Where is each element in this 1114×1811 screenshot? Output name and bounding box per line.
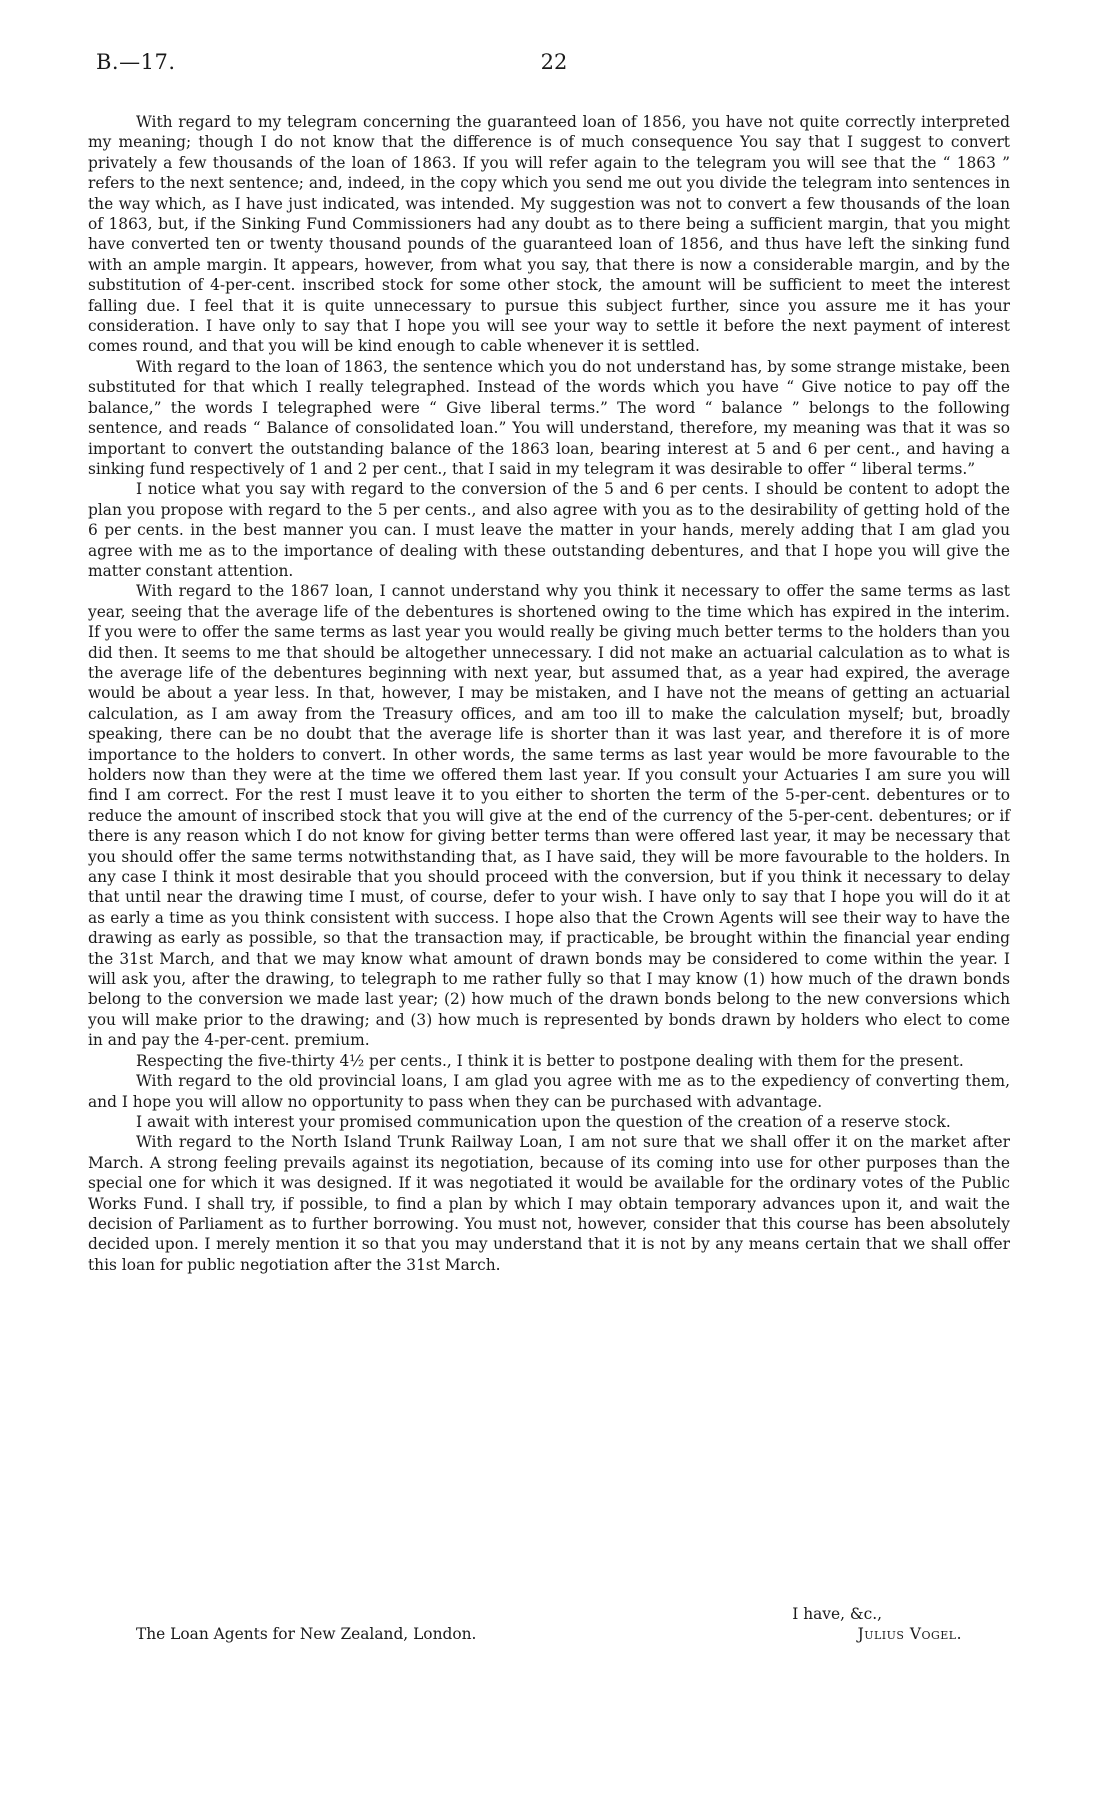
signature-row — [88, 1624, 1010, 1645]
salutation: I have, &c., — [792, 1605, 882, 1623]
page-header — [96, 50, 1012, 86]
paragraph-loan-1863: With regard to the loan of 1863, the sentence which you do not understand has, by some strange mistake, been substituted for that which I really telegraphed. Instead of the words which you have “ Give notice to pay off the balance,” the words I telegraphed were “ Give liberal terms.” The word “ balance ” belongs to the following sentence, and reads “ Balance of consolidated loan.” You will understand, therefore, my meaning was that it was so important to convert the outstanding balance of the 1863 loan, bearing interest at 5 and 6 per cent., and having a sinking fund respectively of 1 and 2 per cent., that I said in my telegram it was desirable to offer “ liberal terms.” — [88, 357, 1010, 478]
letter-body — [88, 112, 1010, 1275]
paragraph-loan-1856: With regard to my telegram concerning the guaranteed loan of 1856, you have not quite correctly interpreted my meaning; though I do not know that the difference is of much consequence You say that I suggest to convert privately a few thousands of the loan of 1863. If you will refer again to the telegram you will see that the “ 1863 ” refers to the next sentence; and, indeed, in the copy which you send me out you divide the telegram into sentences in the way which, as I have just indicated, was intended. My suggestion was not to convert a few thousands of the loan of 1863, but, if the Sinking Fund Commissioners had any doubt as to there being a sufficient margin, that you might have converted ten or twenty thousand pounds of the guaranteed loan of 1856, and thus have left the sinking fund with an ample margin. It appears, however, from what you say, that there is now a considerable margin, and by the substitution of 4-per-cent. inscribed stock for some other stock, the amount will be sufficient to meet the interest falling due. I feel that it is quite unnecessary to pursue this subject further, since you assure me it has your consideration. I have only to say that I hope you will see your way to settle it before the next payment of interest comes round, and that you will be kind enough to cable whenever it is settled. — [88, 113, 1010, 356]
signature: Julius Vogel. — [857, 1625, 962, 1644]
paragraph-provincial-loans: With regard to the old provincial loans, I am glad you agree with me as to the expediency of converting them, and I hope you will allow no opportunity to pass when they can be purchased with advantage. — [88, 1072, 1010, 1111]
paragraph-five-thirty: Respecting the five-thirty 4½ per cents., I think it is better to postpone dealing with them for the present. — [136, 1051, 964, 1070]
paragraph-reserve-stock: I await with interest your promised communication upon the question of the creation of a reserve stock. — [136, 1112, 951, 1131]
letter-closing — [88, 1604, 1010, 1645]
paragraph-railway-loan: With regard to the North Island Trunk Railway Loan, I am not sure that we shall offer it on the market after March. A strong feeling prevails against its negotiation, because of its coming into use for other purposes than the special one for which it was designed. If it was negotiated it would be available for the ordinary votes of the Public Works Fund. I shall try, if possible, to find a plan by which I may obtain temporary advances upon it, and wait the decision of Parliament as to further borrowing. You must not, however, consider that this course has been absolutely decided upon. I merely mention it so that you may understand that it is not by any means certain that we shall offer this loan for public negotiation after the 31st March. — [88, 1133, 1010, 1274]
paragraph-loan-1867: With regard to the 1867 loan, I cannot understand why you think it necessary to offer the same terms as last year, seeing that the average life of the debentures is shortened owing to the time which has expired in the interim. If you were to offer the same terms as last year you would really be giving much better terms to the holders than you did then. It seems to me that should be altogether unnecessary. I did not make an actuarial calculation as to what is the average life of the debentures beginning with next year, but assumed that, as a year had expired, the average would be about a year less. In that, however, I may be mistaken, and I have not the means of getting an actuarial calculation, as I am away from the Treasury offices, and am too ill to make the calculation myself; but, broadly speaking, there can be no doubt that the average life is shorter than it was last year, and therefore it is of more importance to the holders to convert. In other words, the same terms as last year would be more favourable to the holders now than they were at the time we offered them last year. If you consult your Actuaries I am sure you will find I am correct. For the rest I must leave it to you either to shorten the term of the 5-per-cent. debentures or to reduce the amount of inscribed stock that you will give at the end of the currency of the 5-per-cent. debentures; or if there is any reason which I do not know for giving better terms than were offered last year, it may be necessary that you should offer the same terms notwithstanding that, as I have said, they will be more favourable to the holders. In any case I think it most desirable that you should proceed with the conversion, but if you think it necessary to delay that until near the drawing time I must, of course, defer to your wish. I have only to say that I hope you will do it at as early a time as you think consistent with success. I hope also that the Crown Agents will see their way to have the drawing as early as possible, so that the transaction may, if practicable, be brought within the financial year ending the 31st March, and that we may know what amount of drawn bonds may be considered to come within the year. I will ask you, after the drawing, to telegraph to me rather fully so that I may know (1) how much of the drawn bonds belong to the conversion we made last year; (2) how much of the drawn bonds belong to the new conversions which you will make prior to the drawing; and (3) how much is represented by bonds drawn by holders who elect to come in and pay the 4-per-cent. premium. — [88, 582, 1010, 1050]
addressee: The Loan Agents for New Zealand, London. — [136, 1625, 477, 1644]
paragraph-five-six-per-cents: I notice what you say with regard to the conversion of the 5 and 6 per cents. I should be content to adopt the plan you propose with regard to the 5 per cents., and also agree with you as to the desirability of getting hold of the 6 per cents. in the best manner you can. I must leave the matter in your hands, merely adding that I am glad you agree with me as to the importance of dealing with these outstanding debentures, and that I hope you will give the matter constant attention. — [88, 480, 1010, 580]
document-reference: B.—17. — [96, 50, 176, 74]
page-number: 22 — [540, 50, 568, 74]
